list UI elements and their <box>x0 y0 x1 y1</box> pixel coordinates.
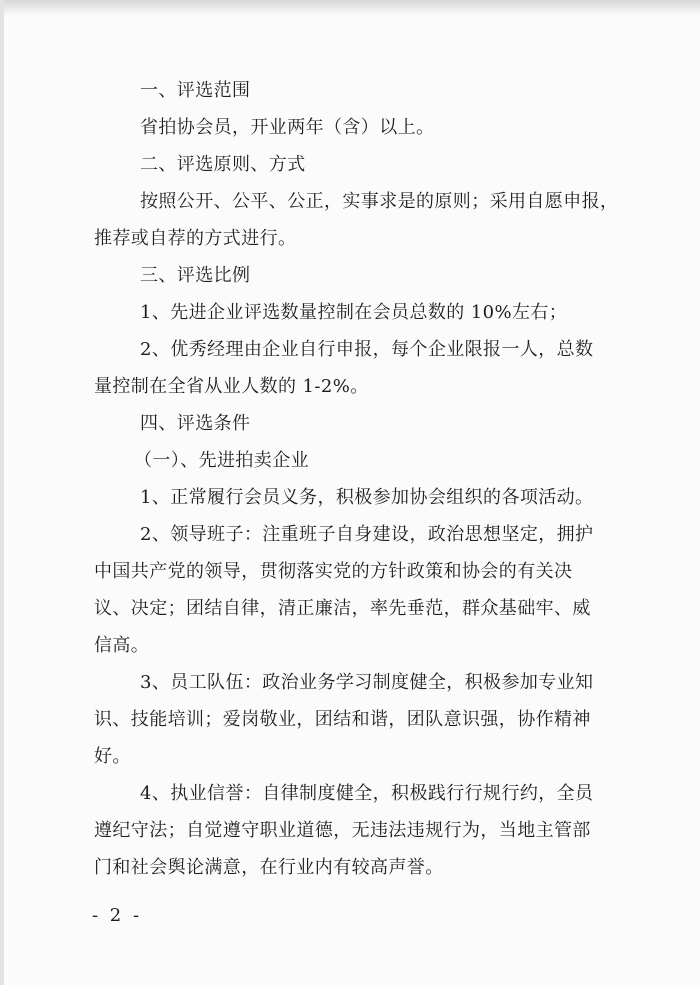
page-number: - 2 - <box>92 905 143 926</box>
scope-description: 省拍协会员，开业两年（含）以上。 <box>140 117 435 138</box>
section-heading-scope: 一、评选范围 <box>140 80 251 101</box>
condition-item: 1、正常履行会员义务，积极参加协会组织的各项活动。 <box>140 487 594 508</box>
ratio-item-continuation: 量控制在全省从业人数的 1-2%。 <box>94 376 369 397</box>
condition-item: 2、领导班子：注重班子自身建设，政治思想坚定，拥护 <box>140 524 594 545</box>
section-heading-ratio: 三、评选比例 <box>140 265 251 286</box>
section-heading-conditions: 四、评选条件 <box>140 413 251 434</box>
condition-item: 3、员工队伍：政治业务学习制度健全，积极参加专业知 <box>140 672 594 693</box>
condition-item-continuation: 遵纪守法；自觉遵守职业道德，无违法违规行为，当地主管部 <box>94 820 591 841</box>
condition-item-continuation: 信高。 <box>94 635 150 656</box>
condition-item-continuation: 好。 <box>94 746 131 767</box>
section-heading-principles: 二、评选原则、方式 <box>140 154 306 175</box>
condition-item-continuation: 议、决定；团结自律，清正廉洁，率先垂范，群众基础牢、威 <box>94 598 591 619</box>
condition-item-continuation: 中国共产党的领导，贯彻落实党的方针政策和协会的有关决 <box>94 561 573 582</box>
principles-description-line: 按照公开、公平、公正，实事求是的原则；采用自愿申报， <box>140 191 619 212</box>
ratio-item: 1、先进企业评选数量控制在会员总数的 10%左右； <box>140 302 568 323</box>
subheading-advanced-auction-enterprise: （一）、先进拍卖企业 <box>134 450 309 471</box>
condition-item-continuation: 门和社会舆论满意，在行业内有较高声誉。 <box>94 857 444 878</box>
scan-left-edge <box>0 0 4 985</box>
scan-top-shadow <box>0 0 700 14</box>
condition-item: 4、执业信誉：自律制度健全，积极践行行规行约，全员 <box>140 783 594 804</box>
condition-item-continuation: 识、技能培训；爱岗敬业，团结和谐，团队意识强，协作精神 <box>94 709 591 730</box>
document-body <box>94 72 619 886</box>
principles-description-line: 推荐或自荐的方式进行。 <box>94 228 297 249</box>
ratio-item: 2、优秀经理由企业自行申报，每个企业限报一人，总数 <box>140 339 594 360</box>
